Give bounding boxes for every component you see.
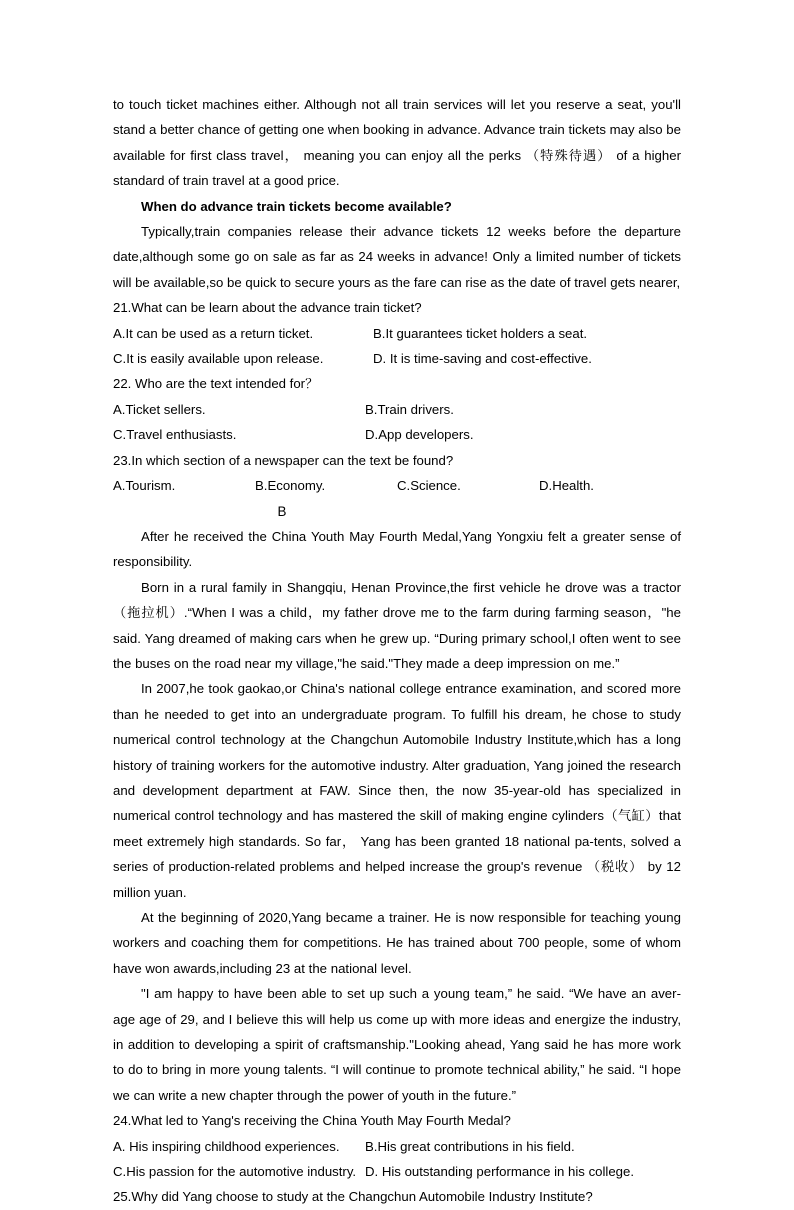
question-23-option-b[interactable]: B.Economy. [255, 478, 326, 494]
question-21-option-a[interactable]: A.It can be used as a return ticket. [113, 325, 314, 341]
passage-a-subheading: When do advance train tickets become available? [141, 198, 452, 214]
question-24-option-a[interactable]: A. His inspiring childhood experiences. [113, 1138, 340, 1154]
passage-a-continuation-paragraph: to touch ticket machines either. Although not all train services will let you reserve a seat, you'll stand a better chance of getting one when booking in advance. Advance train tickets may also be available for first class travel， meaning you can enjoy all the perks （特殊待遇） of a higher standard of train travel at a good price. [113, 97, 681, 189]
section-b-letter: B [277, 503, 287, 519]
question-24-option-d[interactable]: D. His outstanding performance in his college. [365, 1164, 635, 1180]
question-23-options-row [113, 473, 681, 498]
question-25-stem: 25.Why did Yang choose to study at the Changchun Automobile Industry Institute? [113, 1189, 593, 1205]
page-content [113, 92, 681, 1210]
question-23-stem: 23.In which section of a newspaper can the text be found? [113, 452, 454, 468]
question-21-stem: 21.What can be learn about the advance train ticket? [113, 300, 422, 316]
question-22-option-b[interactable]: B.Train drivers. [365, 401, 454, 417]
question-24-option-c[interactable]: C.His passion for the automotive industry. [113, 1164, 357, 1180]
question-22-options-row-1 [113, 397, 681, 422]
section-b-paragraph-5: "I am happy to have been able to set up such a young team,” he said. “We have an aver-age age of 29, and I believe this will help us come up with more ideas and energize the industry, in addition to developing a spirit of craftsmanship."Looking ahead, Yang said he has more work to do to bring in more young talents. “I will continue to promote technical ability,” he said. “I hope we can write a new chapter through the power of youth in the future.” [113, 986, 681, 1103]
question-23-option-d[interactable]: D.Health. [539, 478, 594, 494]
question-22-option-a[interactable]: A.Ticket sellers. [113, 401, 206, 417]
question-21-options-row-2 [113, 346, 681, 371]
section-b-paragraph-1: After he received the China Youth May Fourth Medal,Yang Yongxiu felt a greater sense of responsibility. [113, 528, 681, 570]
question-24-option-b[interactable]: B.His great contributions in his field. [365, 1138, 575, 1154]
question-24-options-row-2 [113, 1159, 681, 1184]
question-24-options-row-1 [113, 1134, 681, 1159]
question-23-option-c[interactable]: C.Science. [397, 478, 461, 494]
passage-a-body-paragraph: Typically,train companies release their advance tickets 12 weeks before the departure date,although some go on sale as far as 24 weeks in advance! Only a limited number of tickets will be available,so be quick to secure yours as the fare can rise as the date of travel gets nearer, [113, 224, 681, 290]
question-22-option-d[interactable]: D.App developers. [365, 427, 474, 443]
question-23-option-a[interactable]: A.Tourism. [113, 478, 176, 494]
question-22-options-row-2 [113, 422, 681, 447]
section-b-paragraph-4: At the beginning of 2020,Yang became a trainer. He is now responsible for teaching young workers and coaching them for competitions. He has trained about 700 people, some of whom have won awards,including 23 at the national level. [113, 910, 681, 976]
question-21-option-d[interactable]: D. It is time-saving and cost-effective. [373, 351, 592, 367]
question-21-option-b[interactable]: B.It guarantees ticket holders a seat. [373, 325, 588, 341]
question-21-option-c[interactable]: C.It is easily available upon release. [113, 351, 324, 367]
question-24-stem: 24.What led to Yang's receiving the China Youth May Fourth Medal? [113, 1113, 511, 1129]
section-b-paragraph-2: Born in a rural family in Shangqiu, Henan Province,the first vehicle he drove was a tractor（拖拉机）.“When I was a child，my father drove me to the farm during farming season，"he said. Yang dreamed of making cars when he grew up. “During primary school,I often went to see the buses on the road near my village,"he said."They made a deep impression on me.” [113, 579, 681, 671]
section-b-paragraph-3: In 2007,he took gaokao,or China's national college entrance examination, and scored more than he needed to get into an undergraduate program. To fulfill his dream, he chose to study numerical control technology at the Changchun Automobile Industry Institute,which has a long history of training workers for the automotive industry. Alter graduation, Yang joined the research and development department at FAW. Since then, the now 35-year-old has specialized in numerical control technology and has mastered the skill of making engine cylinders（气缸）that meet extremely high standards. So far， Yang has been granted 18 national pa-tents, solved a series of production-related problems and helped increase the group's revenue （税收） by 12 million yuan. [113, 681, 681, 900]
question-21-options-row-1 [113, 321, 681, 346]
question-22-stem: 22. Who are the text intended for？ [113, 376, 319, 392]
question-22-option-c[interactable]: C.Travel enthusiasts. [113, 427, 237, 443]
